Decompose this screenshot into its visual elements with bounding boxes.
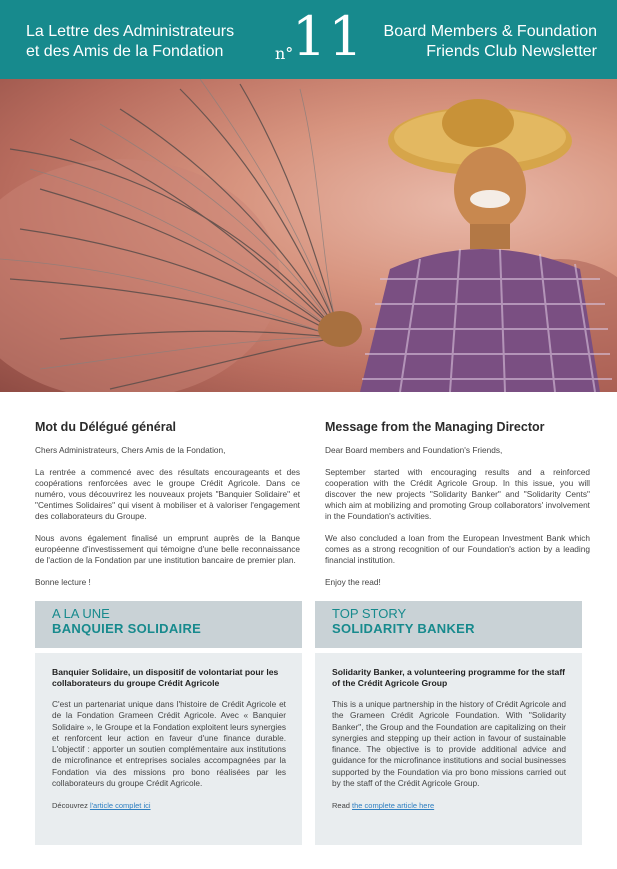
article-link-en[interactable]: the complete article here (352, 801, 435, 811)
english-greeting: Dear Board members and Foundation's Friends, (325, 445, 503, 455)
english-paragraph-1: September started with encouraging results and a reinforced cooperation with the Crédit Agricole Group. In this issue, you will discover the new projects "Solidarity Banker" and "Solidarity Cents" which aim at mobilizing and promoting Group collaborators' involvement in the Foundation's activities. (325, 467, 590, 521)
article-link-fr[interactable]: l'article complet ici (89, 801, 151, 811)
story-header-fr (35, 601, 302, 648)
story-kicker-fr: A LA UNE (52, 606, 110, 621)
english-closing: Enjoy the read! (325, 577, 381, 587)
woman-with-harvest-illustration (0, 79, 617, 392)
hero-photo (0, 79, 617, 392)
read-more-en: Read the complete article here (332, 801, 435, 811)
story-header-en (315, 601, 582, 648)
story-text-en: This is a unique partnership in the history of Crédit Agricole and the Grameen Crédit Agricole Foundation. With "Solidarity Banker", the Group and the Foundation are capitalizing on their synergies and stepping up their action in favour of sustainable finance. The objective is to provide additional advice and guidance for the microfinance institutions and social businesses supported by the Foundation via pro bono missions carried out by the staff of the Crédit Agricole Group. (332, 699, 566, 789)
story-text-fr: C'est un partenariat unique dans l'histoire de Crédit Agricole et de la Fondation Grameen Crédit Agricole. Avec « Banquier Solidaire », le Groupe et la Fondation exploitent leurs synergies et renforcent leur action en faveur d'une finance durable. L'objectif : apporter un soutien complémentaire aux institutions de microfinance et entreprises sociales accompagnées par la Fondation via des missions pro bono réalisées par les collaborateurs du groupe Crédit Agricole. (52, 699, 286, 789)
french-paragraph-2: Nous avons également finalisé un emprunt auprès de la Banque européenne d'investissement qui témoigne d'une belle reconnaissance de l'action de la Fondation par une institution bancaire de premier plan. (35, 533, 300, 565)
read-more-fr: Découvrez l'article complet ici (52, 801, 151, 811)
french-greeting: Chers Administrateurs, Chers Amis de la Fondation, (35, 445, 226, 455)
story-body-en (315, 653, 582, 845)
english-heading: Message from the Managing Director (325, 420, 545, 434)
story-title-en: Solidarity Banker, a volunteering programme for the staff of the Crédit Agricole Group (332, 667, 566, 688)
story-kicker-en: TOP STORY (332, 606, 407, 621)
french-title: La Lettre des Administrateurs et des Amis de la Fondation (26, 23, 235, 60)
french-heading: Mot du Délégué général (35, 420, 176, 434)
story-title-fr: Banquier Solidaire, un dispositif de volontariat pour les collaborateurs du groupe Crédit Agricole (52, 667, 279, 688)
story-headline-en: SOLIDARITY BANKER (332, 621, 475, 636)
issue-number: 11 (292, 5, 365, 68)
french-paragraph-1: La rentrée a commencé avec des résultats encourageants et des coopérations renforcées avec le groupe Crédit Agricole. Dans ce numéro, vous découvrirez les nouveaux projets "Banquier Solidaire" et "Centimes Solidaires" qui visent à mobiliser et à valoriser l'engagement des collaborateurs du Groupe. (35, 467, 300, 521)
french-editorial (35, 420, 300, 599)
english-title: Board Members & Foundation Friends Club Newsletter (383, 23, 597, 60)
newsletter-header (0, 0, 617, 79)
story-headline-fr: BANQUIER SOLIDAIRE (52, 621, 202, 636)
english-paragraph-2: We also concluded a loan from the European Investment Bank which comes as a strong recognition of our Foundation's action by a leading financial institution. (325, 533, 590, 565)
english-editorial (325, 420, 590, 599)
french-closing: Bonne lecture ! (35, 577, 91, 587)
issue-prefix: n° (275, 44, 294, 63)
story-body-fr (35, 653, 302, 845)
